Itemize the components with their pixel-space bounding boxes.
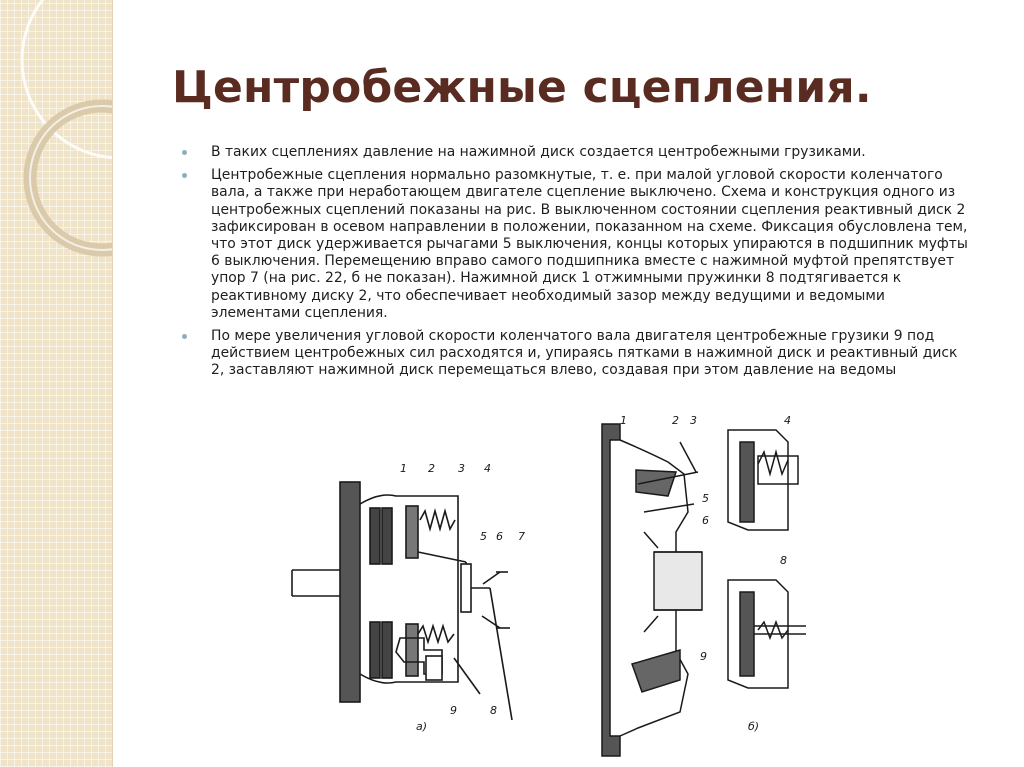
slide-title: Центробежные сцепления. — [172, 62, 872, 113]
callout-label: 2 — [428, 462, 435, 475]
callout-label: 6 — [702, 514, 709, 527]
callout-label: 1 — [620, 414, 627, 427]
bullet-text: Центробежные сцепления нормально разомкнутые, т. е. при малой угловой скорости коленчатого вала, а также при неработающем двигателе сцепление выключено. Схема и конструкция одного из центробежных сцеплений показаны на рис. В выключенном состоянии сцепления реактивный диск 2 зафиксирован в осевом направлении в положении, показанном на схеме. Фиксация обусловлена тем, что этот диск удерживается рычагами 5 выключения, концы которых упираются в подшипник муфты 6 выключения. Перемещению вправо самого подшипника вместе с нажимной муфтой препятствует упор 7 (на рис. 22, б не показан). Нажимной диск 1 отжимными пружинки 8 подтягивается к реактивному диску 2, что обеспечивает необходимый зазор между ведущими и ведомыми элементами сцепления. — [211, 167, 968, 321]
bullet-item — [182, 167, 972, 322]
decorative-side-panel — [0, 0, 113, 767]
callout-label: 5 — [702, 492, 709, 505]
callout-label: 6 — [496, 530, 503, 543]
callout-label: 9 — [450, 704, 457, 717]
clutch-scheme-b — [602, 424, 806, 756]
bullet-text: По мере увеличения угловой скорости коленчатого вала двигателя центробежные грузики 9 под действием центробежных сил расходятся и, упираясь пятками в нажимной диск и реактивный диск 2, заставляют нажимной диск перемещаться влево, создавая при этом давление на ведомы — [211, 328, 958, 379]
bullet-dot-icon — [182, 334, 187, 339]
callout-label: 9 — [700, 650, 707, 663]
callout-label: 3 — [458, 462, 465, 475]
figure-caption: а) — [416, 720, 428, 733]
callout-label: 2 — [672, 414, 679, 427]
callout-label: 8 — [490, 704, 497, 717]
bullet-item — [182, 328, 972, 380]
clutch-diagram — [228, 412, 836, 762]
callout-label: 1 — [400, 462, 407, 475]
bullet-dot-icon — [182, 173, 187, 178]
clutch-scheme-a — [292, 482, 512, 720]
callout-label: 7 — [518, 530, 525, 543]
callout-label: 3 — [690, 414, 697, 427]
bullet-text: В таких сцеплениях давление на нажимной диск создается центробежными грузиками. — [211, 144, 866, 160]
callout-label: 4 — [784, 414, 791, 427]
callout-label: 4 — [484, 462, 491, 475]
bullet-item — [182, 144, 972, 161]
figure-caption: б) — [748, 720, 760, 733]
callout-label: 8 — [780, 554, 787, 567]
callout-label: 5 — [480, 530, 487, 543]
bullet-dot-icon — [182, 150, 187, 155]
bullet-list — [182, 144, 972, 386]
decorative-rings-icon — [0, 0, 112, 767]
